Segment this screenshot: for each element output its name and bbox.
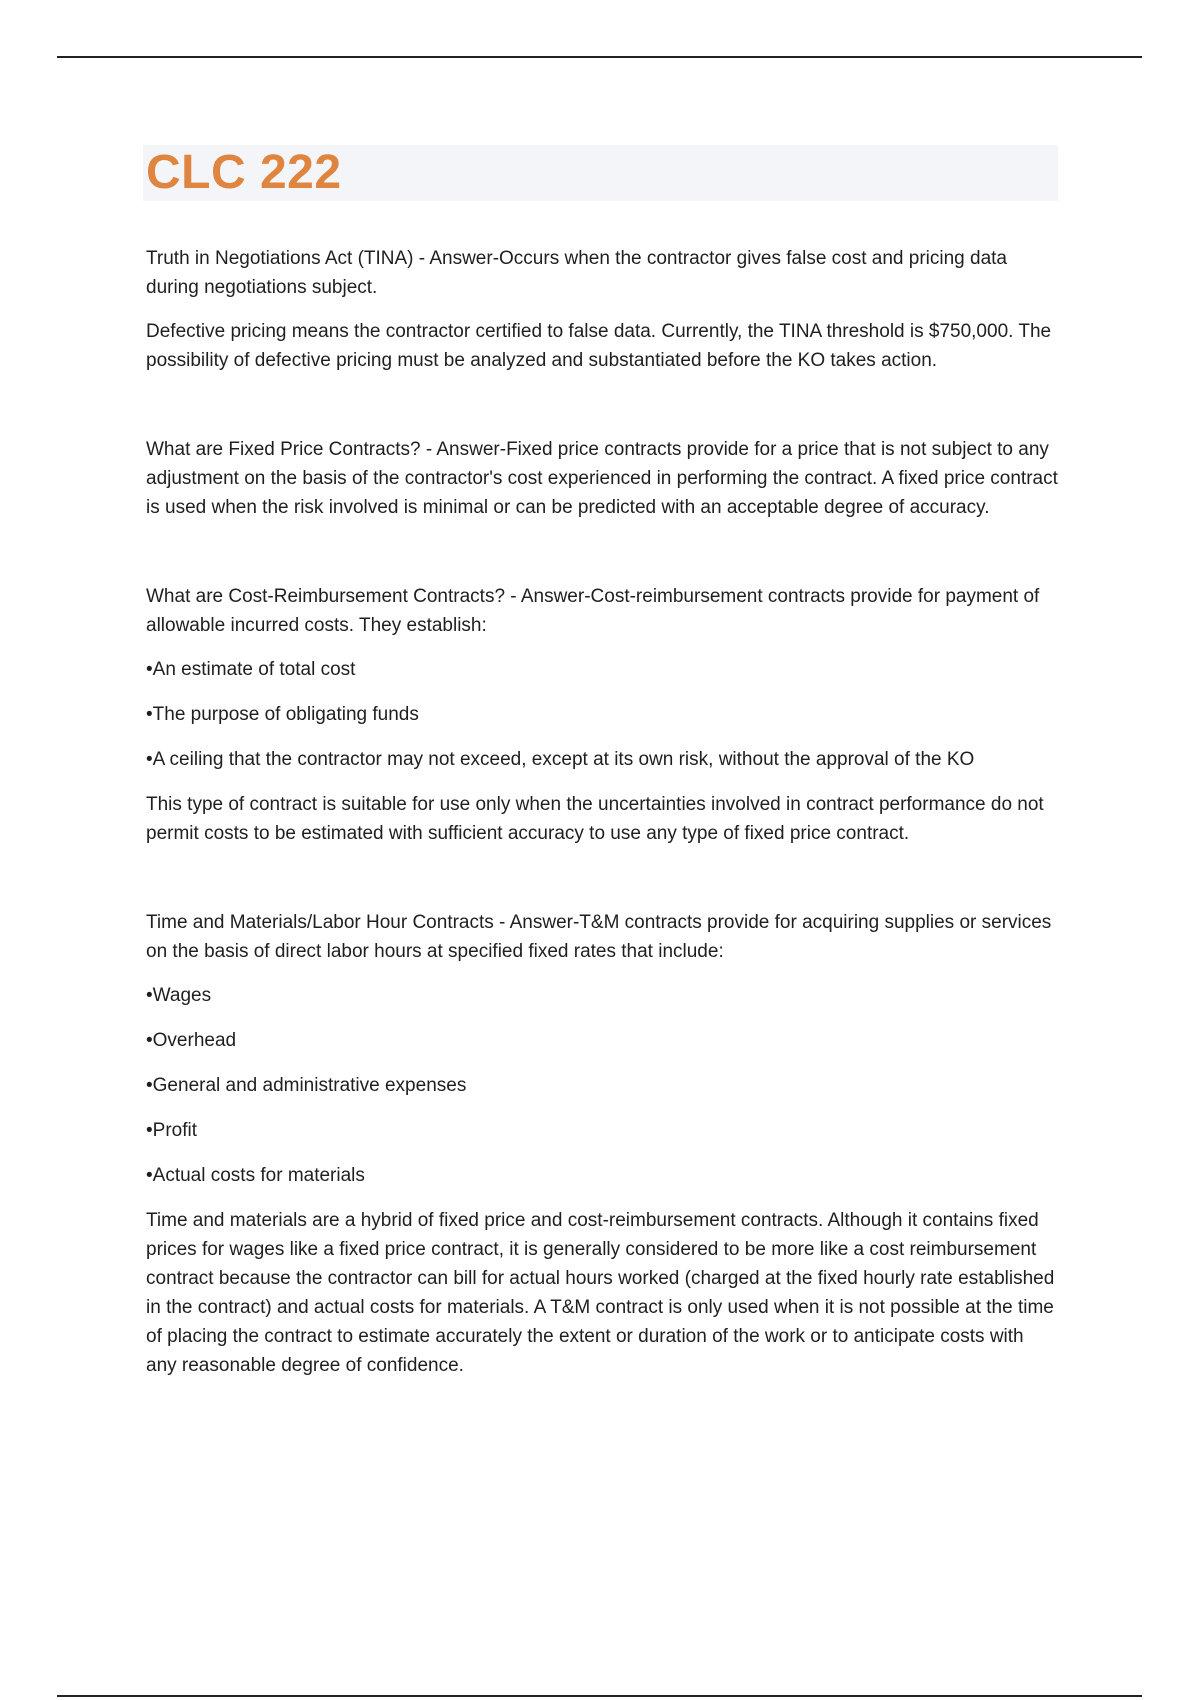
time-materials-bullet: •Profit (146, 1120, 197, 1141)
section-spacer (146, 863, 1058, 908)
time-materials-bullet: •Overhead (146, 1030, 237, 1051)
top-rule (57, 56, 1142, 58)
time-materials-bullet: •General and administrative expenses (146, 1075, 467, 1096)
bottom-rule (57, 1695, 1142, 1697)
section-spacer (146, 537, 1058, 582)
cost-reimbursement-bullet: •An estimate of total cost (146, 659, 356, 680)
cost-reimbursement-bullet: •The purpose of obligating funds (146, 704, 419, 725)
document-body (146, 244, 1058, 1395)
document-title: CLC 222 (146, 146, 342, 199)
tina-defective-pricing-paragraph: Defective pricing means the contractor certified to false data. Currently, the TINA threshold is $750,000. The possibility of defective pricing must be analyzed and substantiated before the KO takes action. (146, 321, 1052, 371)
tina-question-paragraph: Truth in Negotiations Act (TINA) - Answer-Occurs when the contractor gives false cost and pricing data during negotiations subject. (146, 248, 1008, 298)
time-materials-bullet: •Actual costs for materials (146, 1165, 365, 1186)
cost-reimbursement-bullet: •A ceiling that the contractor may not exceed, except at its own risk, without the approval of the KO (146, 749, 975, 770)
fixed-price-paragraph: What are Fixed Price Contracts? - Answer-Fixed price contracts provide for a price that is not subject to any adjustment on the basis of the contractor's cost experienced in performing the contract. A fixed price contract is used when the risk involved is minimal or can be predicted with an acceptable degree of accuracy. (146, 439, 1058, 518)
time-materials-bullet: •Wages (146, 985, 212, 1006)
cost-reimbursement-intro: What are Cost-Reimbursement Contracts? - Answer-Cost-reimbursement contracts provide for payment of allowable incurred costs. They establish: (146, 586, 1040, 636)
cost-reimbursement-closing: This type of contract is suitable for use only when the uncertainties involved in contract performance do not permit costs to be estimated with sufficient accuracy to use any type of fixed price contract. (146, 794, 1044, 844)
time-materials-closing: Time and materials are a hybrid of fixed price and cost-reimbursement contracts. Although it contains fixed prices for wages like a fixed price contract, it is generally considered to be more like a cost reimbursement contract because the contractor can bill for actual hours worked (charged at the fixed hourly rate established in the contract) and actual costs for materials. A T&M contract is only used when it is not possible at the time of placing the contract to estimate accurately the extent or duration of the work or to anticipate costs with any reasonable degree of confidence. (146, 1210, 1055, 1376)
section-spacer (146, 390, 1058, 435)
time-materials-intro: Time and Materials/Labor Hour Contracts - Answer-T&M contracts provide for acquiring supplies or services on the basis of direct labor hours at specified fixed rates that include: (146, 912, 1052, 962)
